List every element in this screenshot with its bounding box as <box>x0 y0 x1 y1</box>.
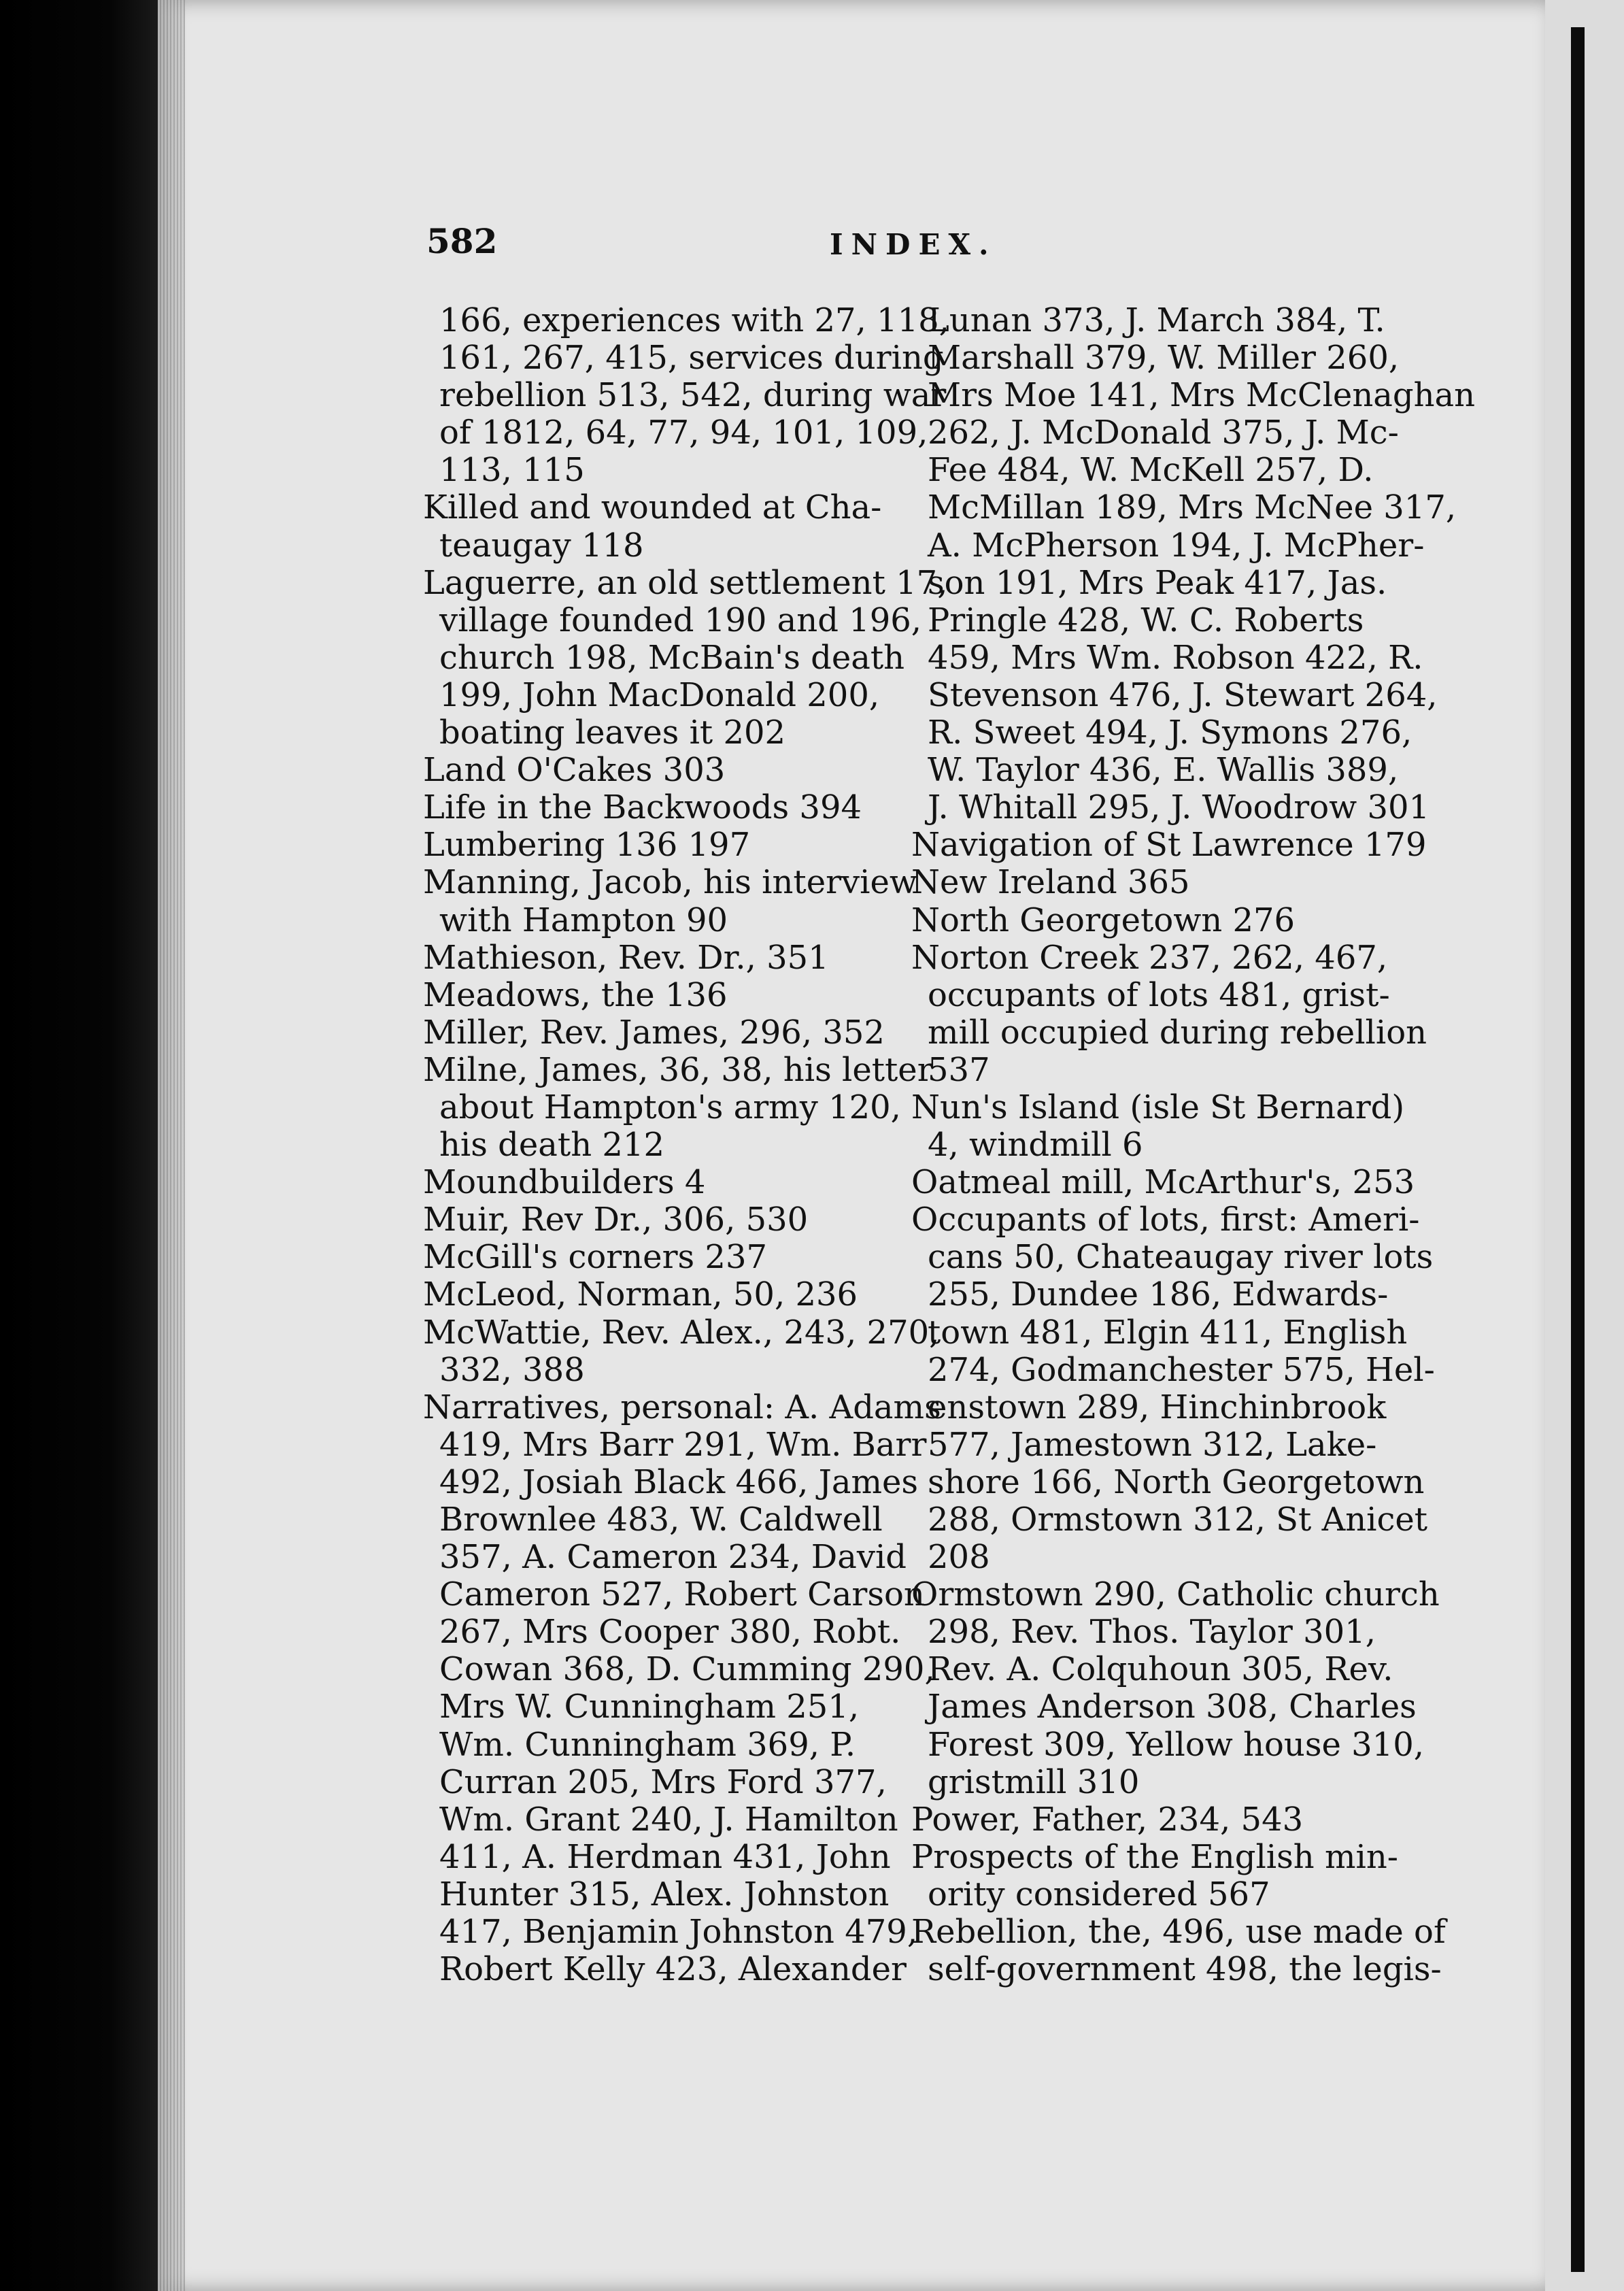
index-entry: Norton Creek 237, 262, 467, <box>911 938 1388 977</box>
page-edge-shadow <box>158 0 185 2291</box>
index-entry-continuation: 419, Mrs Barr 291, Wm. Barr <box>439 1425 927 1464</box>
index-entry-continuation: shore 166, North Georgetown <box>928 1462 1425 1501</box>
index-entry: Miller, Rev. James, 296, 352 <box>423 1013 885 1052</box>
index-entry-continuation: occupants of lots 481, grist- <box>928 975 1390 1014</box>
index-entry: Nun's Island (isle St Bernard) <box>911 1088 1405 1126</box>
page-number: 582 <box>426 221 498 261</box>
running-head: INDEX. <box>830 228 997 261</box>
index-entry: New Ireland 365 <box>911 863 1190 902</box>
index-entry-continuation: teaugay 118 <box>439 526 644 565</box>
index-entry-continuation: Rev. A. Colquhoun 305, Rev. <box>928 1650 1393 1689</box>
index-entry-continuation: R. Sweet 494, J. Symons 276, <box>928 714 1412 752</box>
index-entry: North Georgetown 276 <box>911 901 1296 939</box>
index-entry-continuation: with Hampton 90 <box>439 901 728 939</box>
index-entry: Killed and wounded at Cha- <box>423 488 882 527</box>
index-entry-continuation: Wm. Grant 240, J. Hamilton <box>439 1800 898 1839</box>
index-entry-continuation: 411, A. Herdman 431, John <box>439 1837 891 1876</box>
index-entry-continuation: ority considered 567 <box>928 1875 1270 1913</box>
index-entry-continuation: enstown 289, Hinchinbrook <box>928 1388 1387 1426</box>
index-entry: Occupants of lots, first: Ameri- <box>911 1201 1420 1239</box>
index-entry: McWattie, Rev. Alex., 243, 270, <box>423 1313 940 1352</box>
index-entry-continuation: about Hampton's army 120, <box>439 1088 901 1126</box>
index-entry-continuation: Curran 205, Mrs Ford 377, <box>439 1762 887 1801</box>
index-entry-continuation: son 191, Mrs Peak 417, Jas. <box>928 563 1387 602</box>
index-entry-continuation: 492, Josiah Black 466, James <box>439 1462 919 1501</box>
index-entry: Oatmeal mill, McArthur's, 253 <box>911 1163 1415 1202</box>
index-entry: Ormstown 290, Catholic church <box>911 1575 1440 1614</box>
index-entry-continuation: 577, Jamestown 312, Lake- <box>928 1425 1377 1464</box>
index-entry: Life in the Backwoods 394 <box>423 788 862 827</box>
index-entry-continuation: A. McPherson 194, J. McPher- <box>928 526 1425 565</box>
index-entry: Laguerre, an old settlement 17, <box>423 563 948 602</box>
index-entry-continuation: Robert Kelly 423, Alexander <box>439 1950 907 1989</box>
index-entry-continuation: 459, Mrs Wm. Robson 422, R. <box>928 638 1423 677</box>
index-entry-continuation: his death 212 <box>439 1126 664 1165</box>
index-entry-continuation: village founded 190 and 196, <box>439 601 922 639</box>
index-entry-continuation: James Anderson 308, Charles <box>928 1688 1417 1726</box>
index-entry: Manning, Jacob, his interview <box>423 863 918 902</box>
index-entry-continuation: mill occupied during rebellion <box>928 1013 1427 1052</box>
index-entry-continuation: cans 50, Chateaugay river lots <box>928 1238 1434 1277</box>
index-entry-continuation: 208 <box>928 1538 990 1577</box>
index-entry-continuation: 262, J. McDonald 375, J. Mc- <box>928 414 1399 452</box>
index-entry-continuation: 166, experiences with 27, 118, <box>439 301 949 339</box>
index-entry: Narratives, personal: A. Adams <box>423 1388 941 1426</box>
index-entry: Milne, James, 36, 38, his letter <box>423 1050 933 1089</box>
index-entry-continuation: Lunan 373, J. March 384, T. <box>928 301 1385 339</box>
index-entry-continuation: gristmill 310 <box>928 1762 1140 1801</box>
index-entry-continuation: McMillan 189, Mrs McNee 317, <box>928 488 1457 527</box>
index-entry-continuation: self-government 498, the legis- <box>928 1950 1442 1989</box>
index-entry-continuation: Fee 484, W. McKell 257, D. <box>928 451 1374 490</box>
index-entry: Rebellion, the, 496, use made of <box>911 1913 1446 1952</box>
index-entry-continuation: Cowan 368, D. Cumming 290, <box>439 1650 935 1689</box>
index-entry: Lumbering 136 197 <box>423 826 751 865</box>
index-entry-continuation: 298, Rev. Thos. Taylor 301, <box>928 1613 1376 1652</box>
index-entry-continuation: church 198, McBain's death <box>439 638 905 677</box>
index-entry-continuation: 274, Godmanchester 575, Hel- <box>928 1350 1435 1389</box>
index-entry-continuation: 4, windmill 6 <box>928 1126 1143 1165</box>
index-entry: Mathieson, Rev. Dr., 351 <box>423 938 829 977</box>
index-entry: Meadows, the 136 <box>423 975 728 1014</box>
index-entry: Land O'Cakes 303 <box>423 751 726 790</box>
facing-page-dark-edge <box>1571 27 1585 2272</box>
index-entry-continuation: 267, Mrs Cooper 380, Robt. <box>439 1613 901 1652</box>
index-entry-continuation: 161, 267, 415, services during <box>439 339 944 378</box>
index-entry: Navigation of St Lawrence 179 <box>911 826 1427 865</box>
index-entry-continuation: Stevenson 476, J. Stewart 264, <box>928 675 1438 714</box>
index-entry: McLeod, Norman, 50, 236 <box>423 1275 858 1314</box>
index-entry-continuation: of 1812, 64, 77, 94, 101, 109, <box>439 414 928 452</box>
facing-page-edge <box>1545 0 1624 2291</box>
index-entry-continuation: 255, Dundee 186, Edwards- <box>928 1275 1389 1314</box>
index-entry-continuation: J. Whitall 295, J. Woodrow 301 <box>928 788 1430 827</box>
index-entry-continuation: W. Taylor 436, E. Wallis 389, <box>928 751 1399 790</box>
index-entry: Moundbuilders 4 <box>423 1163 706 1202</box>
index-entry-continuation: Mrs W. Cunningham 251, <box>439 1688 860 1726</box>
index-column-right <box>911 301 1476 1989</box>
index-entry-continuation: Wm. Cunningham 369, P. <box>439 1725 856 1764</box>
index-entry-continuation: 357, A. Cameron 234, David <box>439 1538 907 1577</box>
index-entry-continuation: Forest 309, Yellow house 310, <box>928 1725 1425 1764</box>
index-entry: McGill's corners 237 <box>423 1238 768 1277</box>
scan-left-margin <box>0 0 158 2291</box>
index-entry-continuation: 417, Benjamin Johnston 479, <box>439 1913 918 1952</box>
index-entry-continuation: Cameron 527, Robert Carson <box>439 1575 925 1614</box>
index-entry: Power, Father, 234, 543 <box>911 1800 1304 1839</box>
index-entry-continuation: 332, 388 <box>439 1350 585 1389</box>
index-entry-continuation: 288, Ormstown 312, St Anicet <box>928 1501 1428 1539</box>
index-entry: Prospects of the English min- <box>911 1837 1398 1876</box>
index-entry-continuation: 199, John MacDonald 200, <box>439 675 880 714</box>
index-entry: Muir, Rev Dr., 306, 530 <box>423 1201 809 1239</box>
index-column-left <box>423 301 949 1989</box>
index-entry-continuation: Hunter 315, Alex. Johnston <box>439 1875 890 1913</box>
index-entry-continuation: Brownlee 483, W. Caldwell <box>439 1501 883 1539</box>
index-entry-continuation: boating leaves it 202 <box>439 714 786 752</box>
index-entry-continuation: Marshall 379, W. Miller 260, <box>928 339 1400 378</box>
index-entry-continuation: Mrs Moe 141, Mrs McClenaghan <box>928 376 1476 415</box>
index-entry-continuation: 113, 115 <box>439 451 585 490</box>
index-entry-continuation: 537 <box>928 1050 990 1089</box>
index-entry-continuation: Pringle 428, W. C. Roberts <box>928 601 1364 639</box>
index-entry-continuation: town 481, Elgin 411, English <box>928 1313 1408 1352</box>
index-entry-continuation: rebellion 513, 542, during war <box>439 376 947 415</box>
